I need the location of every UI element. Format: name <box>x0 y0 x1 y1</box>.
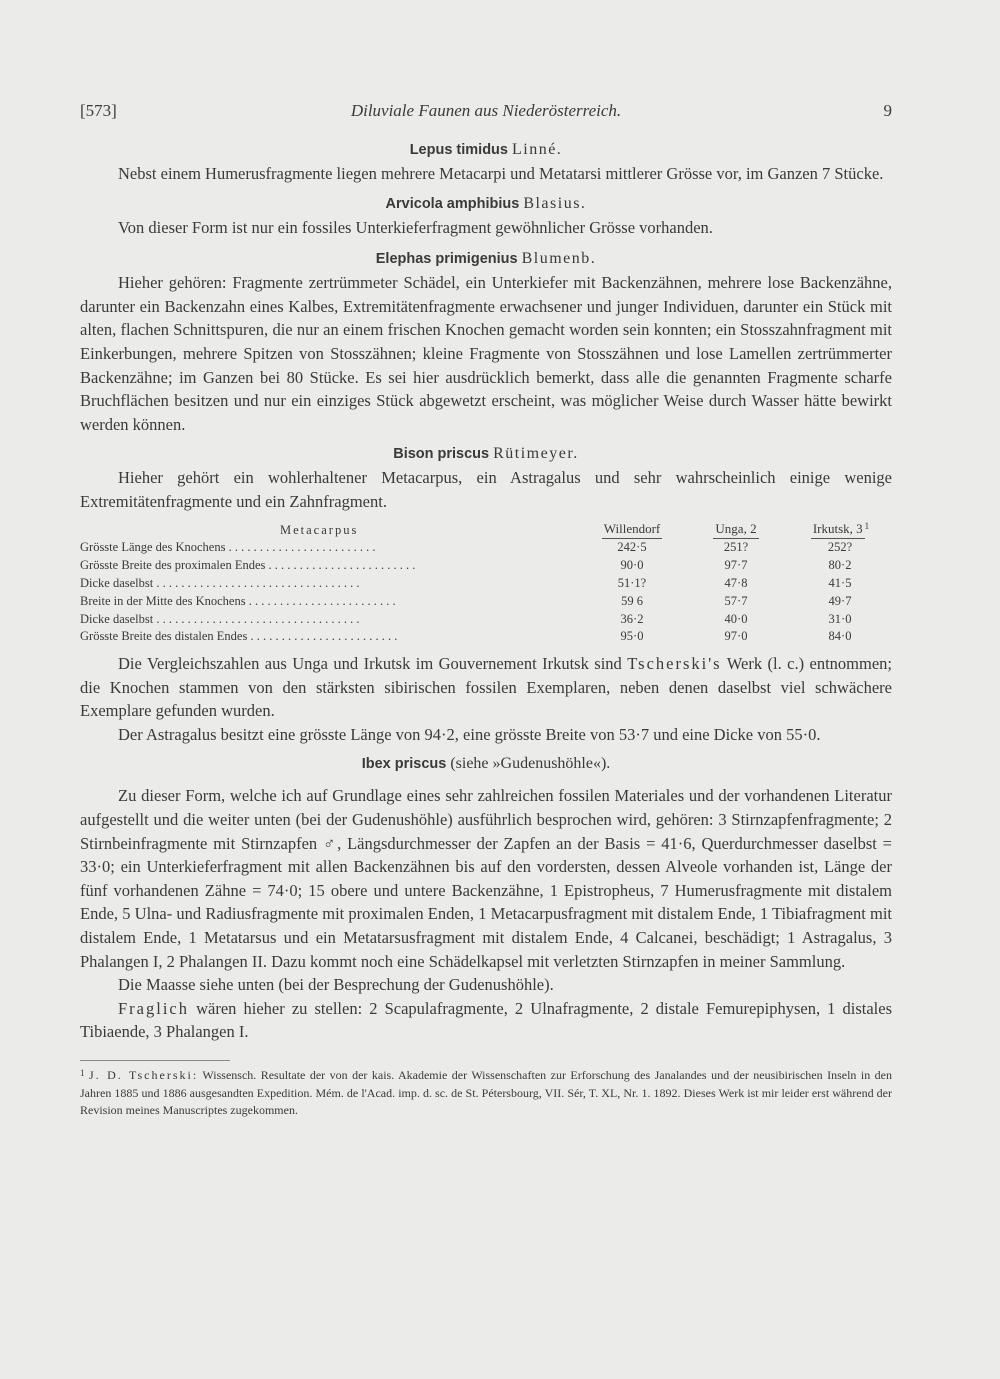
paragraph-arvicola: Von dieser Form ist nur ein fossiles Unterkieferfragment gewöhnlicher Grösse vorhanden. <box>118 217 713 237</box>
table-title: Metacarpus <box>280 522 359 537</box>
species-author: Blumenb. <box>521 250 597 268</box>
table-cell: 59 6 <box>621 593 643 608</box>
row-label: Breite in der Mitte des Knochens . . . . . . . . . . . . . . . . . . . . . . . . <box>80 593 396 608</box>
row-label: Dicke daselbst . . . . . . . . . . . . . . . . . . . . . . . . . . . . . . . . . <box>80 575 360 590</box>
table-row <box>80 593 892 611</box>
table-cell: 40·0 <box>724 611 748 626</box>
table-cell: 80·2 <box>828 558 852 573</box>
section-heading-bison <box>80 442 892 466</box>
section-heading-elephas <box>80 247 892 271</box>
table-row <box>80 611 892 629</box>
row-label: Grösste Breite des distalen Endes . . . . . . . . . . . . . . . . . . . . . . . . <box>80 629 398 644</box>
table-row <box>80 557 892 575</box>
row-label: Dicke daselbst . . . . . . . . . . . . . . . . . . . . . . . . . . . . . . . . . <box>80 611 360 626</box>
column-header: Irkutsk, 3 $^1$ <box>788 520 892 540</box>
paragraph-lepus: Nebst einem Humerusfragmente liegen mehrere Metacarpi und Metatarsi mittlerer Grösse vor, im Ganzen 7 Stücke. <box>118 164 884 183</box>
row-label: Grösste Breite des proximalen Endes . . . . . . . . . . . . . . . . . . . . . . . . <box>80 558 416 573</box>
running-title: Diluviale Faunen aus Niederösterreich. <box>350 101 622 120</box>
footnote-author: J. D. Tscherski: <box>88 1068 199 1083</box>
species-author: Linné. <box>511 141 563 158</box>
species-author: Rütimeyer. <box>493 445 579 463</box>
table-cell: 90·0 <box>620 558 644 573</box>
species-name: Ibex priscus <box>361 756 447 773</box>
table-row <box>80 539 892 557</box>
paragraph-astragalus: Der Astragalus besitzt eine grösste Länge von 94·2, eine grösste Breite von 53·7 und eine Dicke von 55·0. <box>118 724 821 744</box>
paragraph-ibex: Zu dieser Form, welche ich auf Grundlage eines sehr zahlreichen fossilen Materiales und der vorhandenen Literatur aufgestellt und die weiter unten (bei der Gudenushöhle) ausführlich besprochen wird, gehören: 3 Stirnzapfenfragmente; 2 Stirnbeinfragmente mit Stirnzapfen ♂, Längsdurchmesser der Zapfen an der Basis = 41·6, Querdurchmesser daselbst = 33·0; ein Unterkieferfragment mit allen Backenzähnen bis auf den vordersten, dessen Alveole vorhanden ist, Länge der fünf vorhandenen Zähne = 74·0; 15 obere und untere Backenzähne, 1 Epistropheus, 7 Humerusfragmente mit distalem Ende, 5 Ulna- und Radiusfragmente mit proximalen Enden, 1 Metacarpusfragment mit distalem Ende, 1 Tibiafragment mit distalem Ende, 1 Metatarsus und ein Metatarsusfragment mit distalem Ende, 4 Calcanei, beschädigt; 1 Astragalus, 3 Phalangen I, 2 Phalangen II. Dazu kommt noch eine Schädelkapsel mit verletzten Stirnzapfen in meiner Sammlung. <box>80 786 892 971</box>
paragraph-ibex-doubtful: Fraglich wären hieher zu stellen: 2 Scapulafragmente, 2 Ulnafragmente, 2 distale Femurepiphysen, 1 distales Tibiaende, 3 Phalangen I. <box>80 998 893 1042</box>
table-cell: 251? <box>723 540 749 555</box>
table-cell: 47·8 <box>724 575 748 590</box>
section-heading-arvicola <box>80 192 892 216</box>
paragraph-bison: Hieher gehört ein wohlerhaltener Metacarpus, ein Astragalus und sehr wahrscheinlich einige wenige Extremitätenfragmente und ein Zahnfragment. <box>80 468 892 511</box>
table-cell: 242·5 <box>617 540 647 555</box>
author-name: Tscherski's <box>627 654 722 674</box>
section-heading-ibex <box>80 752 892 776</box>
footnote-text: Wissensch. Resultate der von der kais. Akademie der Wissenschaften zur Erforschung des Janalandes und der neusibirischen Inseln in den Jahren 1885 und 1886 ausgesandten Expedition. Mém. de l'Acad. imp. d. sc. de St. Pétersbourg, VII. Sér, T. XL, Nr. 1. 1892. Dieses Werk ist mir leider erst während der Revision meines Manuscriptes zugekommen. <box>80 1068 892 1118</box>
species-name: Elephas primigenius <box>375 251 518 268</box>
species-name: Bison priscus <box>393 446 490 463</box>
table-cell: 41·5 <box>828 575 852 590</box>
table-cell: 97·7 <box>724 558 748 573</box>
table-cell: 84·0 <box>828 629 852 644</box>
footnote-mark: 1 <box>864 520 870 531</box>
table-cell: 49·7 <box>828 593 852 608</box>
page-reference: [573] <box>80 101 117 120</box>
paragraph-comparison: Die Vergleichszahlen aus Unga und Irkutsk im Gouvernement Irkutsk sind Tscherski's Werk (l. c.) entnommen; die Knochen stammen von den stärksten sibirischen fossilen Exemplaren, neben denen daselbst viel schwächere Exemplare gefunden wurden. <box>80 654 893 721</box>
measurement-table <box>80 520 892 647</box>
table-cell: 31·0 <box>828 611 852 626</box>
footnote-mark: 1 <box>80 1068 85 1079</box>
column-header: Willendorf <box>580 520 684 540</box>
table-cell: 57·7 <box>724 593 748 608</box>
species-author: Blasius. <box>523 194 587 212</box>
table-header-row <box>80 520 892 540</box>
table-row <box>80 575 892 593</box>
section-heading-lepus <box>80 138 892 162</box>
table-cell: 36·2 <box>620 611 644 626</box>
species-name: Arvicola amphibius <box>385 195 520 212</box>
column-header: Unga, 2 <box>684 520 788 540</box>
species-reference: (siehe »Gudenushöhle«). <box>450 755 611 773</box>
species-name: Lepus timidus <box>409 142 508 158</box>
paragraph-ibex-measures: Die Maasse siehe unten (bei der Besprechung der Gudenushöhle). <box>118 975 554 995</box>
table-row <box>80 628 892 646</box>
table-cell: 252? <box>827 540 853 555</box>
table-cell: 95·0 <box>620 629 644 644</box>
footnote-rule <box>80 1060 230 1061</box>
page-number: 9 <box>883 101 892 120</box>
footnote <box>80 1067 892 1120</box>
body-text <box>80 138 892 1120</box>
paragraph-elephas: Hieher gehören: Fragmente zertrümmeter Schädel, ein Unterkiefer mit Backenzähnen, mehrere lose Backenzähne, darunter ein Backenzahn eines Kalbes, Extremitätenfragmente erwachsener und junger Individuen, darunter ein Stück mit alten, flachen Schnittspuren, die nur an einem frischen Knochen gemacht worden sein konnten; ein Stosszahnfragment mit Einkerbungen, mehrere Spitzen von Stosszähnen; kleine Fragmente von Stosszähnen und lose Lamellen zertrümmerter Backenzähne; im Ganzen bei 80 Stücke. Es sei hier ausdrücklich bemerkt, dass alle die genannten Fragmente scharfe Bruchflächen besitzen und nur ein einziges Stück abgewetzt erscheint, was möglicher Weise durch Wasser hätte bewirkt werden können. <box>80 273 892 434</box>
table-cell: 97·0 <box>724 629 748 644</box>
row-label: Grösste Länge des Knochens . . . . . . . . . . . . . . . . . . . . . . . . <box>80 540 376 555</box>
table-cell: 51·1? <box>617 575 647 590</box>
